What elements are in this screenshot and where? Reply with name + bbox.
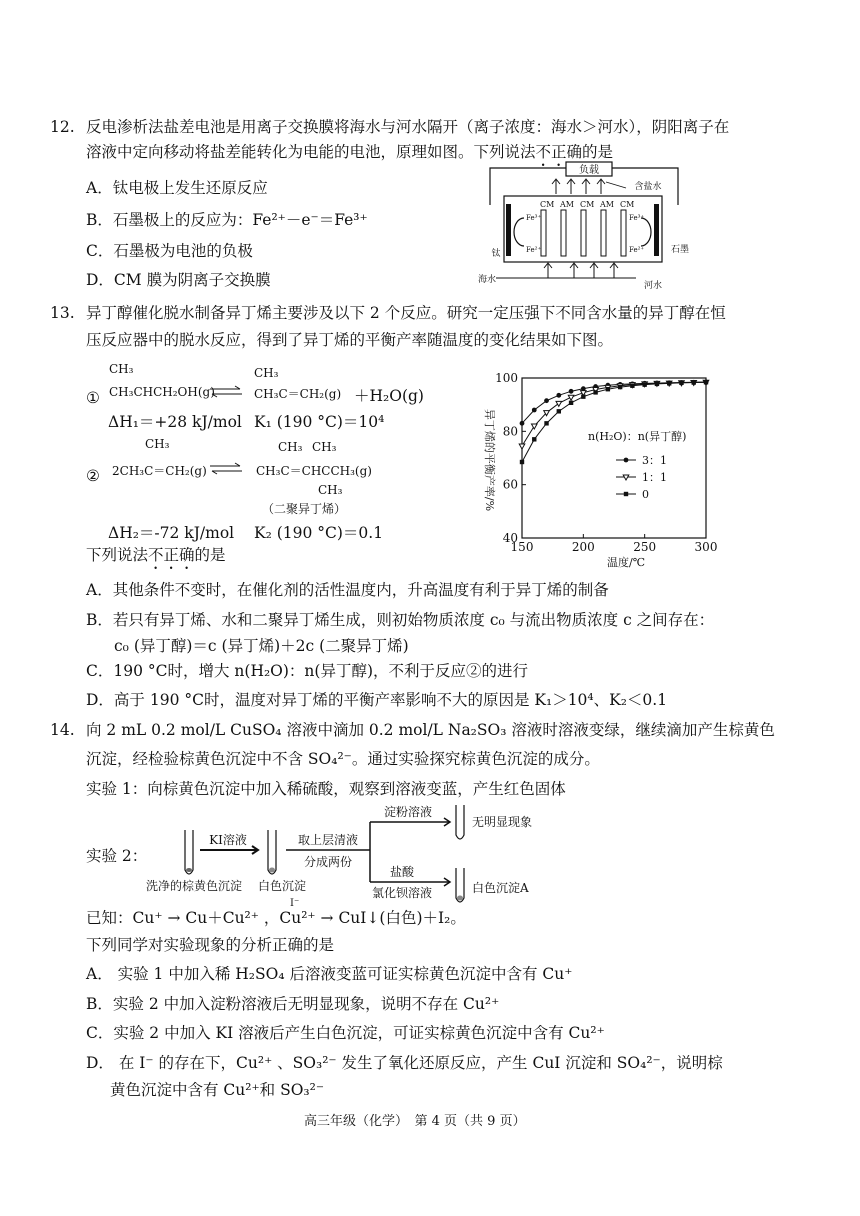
membrane-label-4: AM [600,200,614,209]
q13-option-d: D．高于 190 °C时，温度对异丁烯的平衡产率影响不大的原因是 K₁＞10⁴、K₂＜0.1 [86,691,668,709]
membrane-3 [581,210,586,256]
q14-experiment-1: 实验 1：向棕黄色沉淀中加入稀硫酸，观察到溶液变蓝，产生红色固体 [86,780,566,798]
membrane-label-5: CM [620,200,635,209]
step-split: 分成两份 [303,855,353,869]
left-ion-bottom: Fe²⁺ [526,246,542,254]
x-tick-label: 200 [571,540,595,554]
right-ion-top: Fe³⁺ [629,214,645,222]
data-point [679,381,683,385]
q13-option-b: B．若只有异丁烯、水和二聚异丁烯生成，则初始物质浓度 c₀ 与流出物质浓度 c 之间存在： [86,611,715,629]
right-ion-bottom: Fe²⁺ [629,246,645,254]
r1-reactant: CH₃CHCH₂OH(g) [109,385,215,399]
plot-frame [522,378,706,538]
x-tick-label: 300 [694,540,718,554]
legend-item-1 [616,454,667,467]
chart-y-axis-label: 异丁烯的平衡产率/% [483,408,496,512]
data-point [520,421,525,426]
q12-option-a: A．钛电极上发生还原反应 [86,179,268,197]
legend-label: 3：1 [642,454,667,467]
salt-water-label: 含盐水 [634,182,662,192]
q12-emphasis: 不正确 [535,143,583,161]
yield-chart [466,360,732,570]
r1-ch3-product: CH₃ [254,366,279,380]
membrane-label-1: CM [540,200,555,209]
r2-equilibrium-arrow [208,462,244,476]
r1-ch3-top: CH₃ [109,362,134,376]
q14-option-c: C．实验 2 中加入 KI 溶液后产生白色沉淀，可证实棕黄色沉淀中含有 Cu²⁺ [86,1024,605,1042]
data-point [692,380,696,384]
membrane-5 [621,210,626,256]
chart-x-axis-label: 温度/℃ [606,556,646,569]
r1-product: CH₃C＝CH₂(g) [254,387,342,401]
q14-option-a: A． 实验 1 中加入稀 H₂SO₄ 后溶液变蓝可证实棕黄色沉淀中含有 Cu⁺ [86,965,573,983]
q12-stem-text: 溶液中定向移动将盐差能转化为电能的电池，原理如图。下列说法 [86,143,536,161]
r2-product-name: （二聚异丁烯） [262,502,347,516]
r2-product: CH₃C＝CHCCH₃(g) [256,464,372,478]
r2-ch3-top: CH₃ [145,437,170,451]
x-tick-label: 250 [633,540,657,554]
q12-option-b: B．石墨极上的反应为：Fe²⁺－e⁻＝Fe³⁺ [86,211,368,229]
r1-k: K₁ (190 °C)＝10⁴ [254,413,385,431]
q13-stem-line2: 压反应器中的脱水反应，得到了异丁烯的平衡产率随温度的变化结果如下图。 [86,331,614,349]
legend-marker [624,458,629,463]
q14-known: 已知：Cu⁺ → Cu＋Cu²⁺ ，Cu²⁺ → CuI↓(白色)＋I₂。 [86,909,466,927]
membrane-1 [541,210,546,256]
tube-3 [456,805,464,839]
series-3 [520,380,708,464]
titanium-electrode [506,204,511,256]
data-point [544,398,549,403]
reagent-starch: 淀粉溶液 [383,805,433,819]
battery-diagram [466,160,706,290]
q12-stem-tail: 的是 [582,143,614,161]
data-point [556,401,562,406]
r2-ch3-p3: CH₃ [318,483,343,497]
q13-option-c: C．190 °C时，增大 n(H₂O)：n(异丁醇)，不利于反应②的进行 [86,662,529,680]
data-point [557,409,561,413]
y-tick-label: 60 [502,477,518,492]
data-point [630,384,634,388]
r2-reactant: 2CH₃C＝CH₂(g) [112,464,207,478]
q12-number: 12. [50,118,75,136]
q12-option-c: C．石墨极为电池的负极 [86,242,253,260]
data-point [581,394,585,398]
data-point [532,437,536,441]
r1-enthalpy: ΔH₁＝+28 kJ/mol [108,413,242,431]
legend-title: n(H₂O)：n(异丁醇) [588,430,687,443]
data-point [606,387,610,391]
reagent-ki: KI溶液 [209,833,247,847]
q14-option-d: D． 在 I⁻ 的存在下，Cu²⁺ 、SO₃²⁻ 发生了氧化还原反应，产生 CuI 沉淀和 SO₄²⁻，说明棕 [86,1054,723,1072]
q12-stem-line1: 反电渗析法盐差电池是用离子交换膜将海水与河水隔开（离子浓度：海水＞河水），阴阳离子在 [86,118,730,136]
tube-1-label: 洗净的棕黄色沉淀 [146,879,243,893]
q14-stem-line2: 沉淀，经检验棕黄色沉淀中不含 SO₄²⁻。通过实验探究棕黄色沉淀的成分。 [86,750,600,768]
q14-stem-line1: 向 2 mL 0.2 mol/L CuSO₄ 溶液中滴加 0.2 mol/L Na₂SO₃ 溶液时溶液变绿，继续滴加产生棕黄色 [86,721,775,739]
data-point [519,444,525,449]
data-point [532,408,537,413]
chart-legend [616,454,667,501]
x-tick-label: 150 [510,540,534,554]
data-point [642,382,646,386]
legend-marker [623,475,629,480]
titanium-label: 钛 [491,249,501,259]
membrane-label-3: CM [580,200,595,209]
r2-ch3-p2: CH₃ [312,440,337,454]
reagent-bacl2: 氯化钡溶液 [371,886,433,900]
data-point [520,460,524,464]
result-no-change: 无明显现象 [472,815,533,829]
data-point [569,389,574,394]
q13-ask [86,545,226,573]
tube-1 [185,830,193,874]
graphite-label: 石墨 [670,245,690,255]
chart-series [519,380,709,465]
q13-option-b-formula: c₀ (异丁醇)＝c (异丁烯)＋2c (二聚异丁烯) [114,637,409,655]
r2-ch3-p1: CH₃ [278,440,303,454]
membrane-label-2: AM [560,200,574,209]
tube-2-label: 白色沉淀 [258,879,307,893]
result-white-precipitate: 白色沉淀A [472,881,529,895]
r1-equilibrium-arrow [208,385,244,399]
river-water-label: 河水 [644,281,663,290]
data-point [593,390,597,394]
exp2-label: 实验 2： [86,847,148,865]
chart-axes [495,371,717,554]
legend-label: 1：1 [642,471,667,484]
data-point [556,393,561,398]
q13-ask-tail: 的是 [194,546,226,564]
q13-number: 13. [50,304,75,322]
r1-mark: ① [86,389,100,407]
reagent-hcl: 盐酸 [389,865,415,879]
sea-water-label: 海水 [478,275,497,285]
data-point [704,380,708,384]
tube-2 [268,830,276,874]
r2-enthalpy: ΔH₂＝-72 kJ/mol [108,524,235,542]
known-reagent: I⁻ [290,898,300,909]
load-label: 负载 [579,165,599,176]
graphite-electrode [654,204,659,256]
q14-option-b: B．实验 2 中加入淀粉溶液后无明显现象，说明不存在 Cu²⁺ [86,995,500,1013]
q13-ask-text: 下列说法 [86,546,149,564]
q13-emphasis: 不正确 [148,546,195,564]
series-line [522,382,706,462]
y-tick-label: 40 [502,531,518,545]
q14-number: 14. [50,721,75,739]
legend-item-3 [616,488,649,501]
q14-ask: 下列同学对实验现象的分析正确的是 [86,936,335,954]
step-take-supernatant: 取上层清液 [297,833,359,847]
legend-label: 0 [642,488,649,501]
membrane-4 [601,210,606,256]
data-point [618,385,622,389]
q13-stem-line1: 异丁醇催化脱水制备异丁烯主要涉及以下 2 个反应。研究一定压强下不同含水量的异丁醇在恒 [86,304,726,322]
r2-k: K₂ (190 °C)＝0.1 [254,524,384,542]
y-tick-label: 80 [502,424,518,439]
data-point [667,381,671,385]
data-point [568,395,574,400]
r1-water: ＋H₂O(g) [354,387,424,405]
r2-mark: ② [86,467,100,485]
left-ion-top: Fe³⁺ [526,214,542,222]
data-point [569,401,573,405]
y-tick-label: 100 [495,371,518,385]
q13-option-a: A．其他条件不变时，在催化剂的活性温度内，升高温度有利于异丁烯的制备 [86,581,609,599]
legend-marker [624,492,628,496]
page-footer: 高三年级（化学） 第 4 页（共 9 页） [304,1114,526,1129]
legend-item-2 [616,471,667,484]
data-point [655,382,659,386]
membrane-2 [561,210,566,256]
data-point [544,421,548,425]
q14-option-d-cont: 黄色沉淀中含有 Cu²⁺和 SO₃²⁻ [110,1081,325,1099]
q12-option-d: D．CM 膜为阴离子交换膜 [86,271,271,289]
